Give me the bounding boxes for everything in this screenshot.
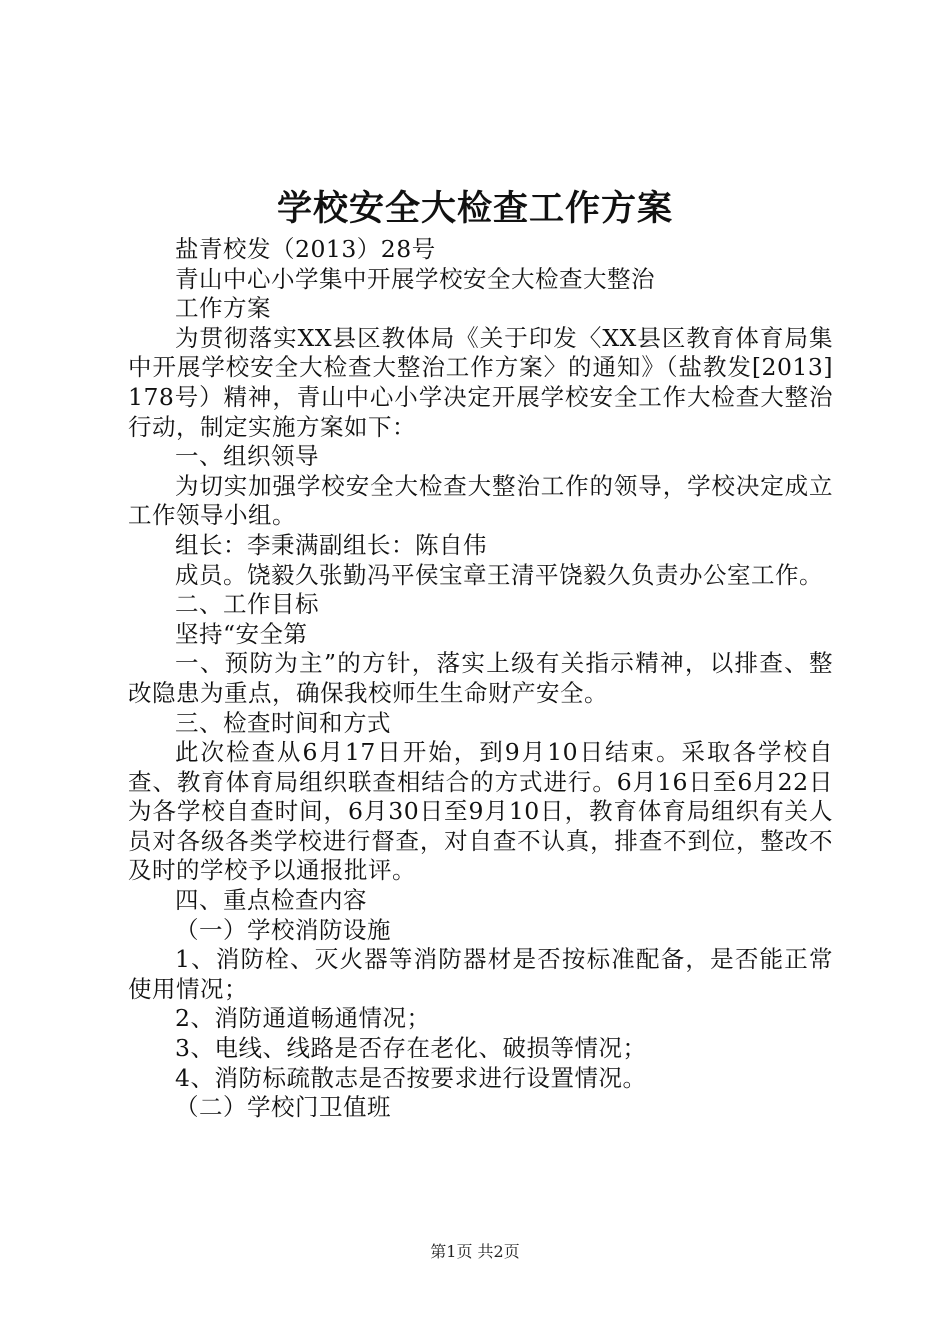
paragraph-goal: 一、预防为主”的方针，落实上级有关指示精神，以排查、整改隐患为重点，确保我校师生生命财产安全。: [128, 649, 833, 707]
section-heading-2: 二、工作目标: [175, 590, 319, 619]
paragraph-leadership: 为切实加强学校安全大检查大整治工作的领导，学校决定成立工作领导小组。: [128, 471, 833, 530]
list-item-1: 1、消防栓、灭火器等消防器材是否按标准配备，是否能正常使用情况；: [128, 945, 833, 1003]
list-item-4: 4、消防标疏散志是否按要求进行设置情况。: [175, 1063, 647, 1092]
subsection-heading-guard: （二）学校门卫值班: [175, 1093, 391, 1122]
paragraph-leaders: 组长：李秉满副组长：陈自伟: [175, 530, 487, 559]
page-number-footer: 第1页 共2页: [430, 1242, 520, 1261]
paragraph-subtitle-line1: 青山中心小学集中开展学校安全大检查大整治: [175, 264, 655, 293]
subsection-heading-fire: （一）学校消防设施: [175, 915, 391, 944]
section-heading-3: 三、检查时间和方式: [175, 708, 391, 737]
paragraph-doc-number: 盐青校发（2013）28号: [175, 235, 436, 263]
section-heading-1: 一、组织领导: [175, 442, 319, 471]
document-body: [128, 235, 833, 1123]
list-item-2: 2、消防通道畅通情况；: [175, 1004, 431, 1033]
paragraph-members: 成员。饶毅久张勤冯平侯宝章王清平饶毅久负责办公室工作。: [175, 560, 823, 589]
paragraph-schedule: 此次检查从6月17日开始，到9月10日结束。采取各学校自查、教育体育局组织联查相结合的方式进行。6月16日至6月22日为各学校自查时间，6月30日至9月10日，教育体育局组织有关人员对各级各类学校进行督查，对自查不认真，排查不到位，整改不及时的学校予以通报批评。: [128, 738, 833, 885]
paragraph-subtitle-line2: 工作方案: [175, 294, 271, 323]
document-title: 学校安全大检查工作方案: [276, 188, 673, 229]
list-item-3: 3、电线、线路是否存在老化、破损等情况；: [175, 1034, 647, 1063]
paragraph-goal-start: 坚持“安全第: [175, 619, 308, 648]
paragraph-intro: 为贯彻落实XX县区教体局《关于印发〈XX县区教育体育局集中开展学校安全大检查大整治工作方案〉的通知》（盐教发[2013]178号）精神，青山中心小学决定开展学校安全工作大检查大整治行动，制定实施方案如下：: [128, 323, 833, 441]
section-heading-4: 四、重点检查内容: [175, 886, 367, 915]
